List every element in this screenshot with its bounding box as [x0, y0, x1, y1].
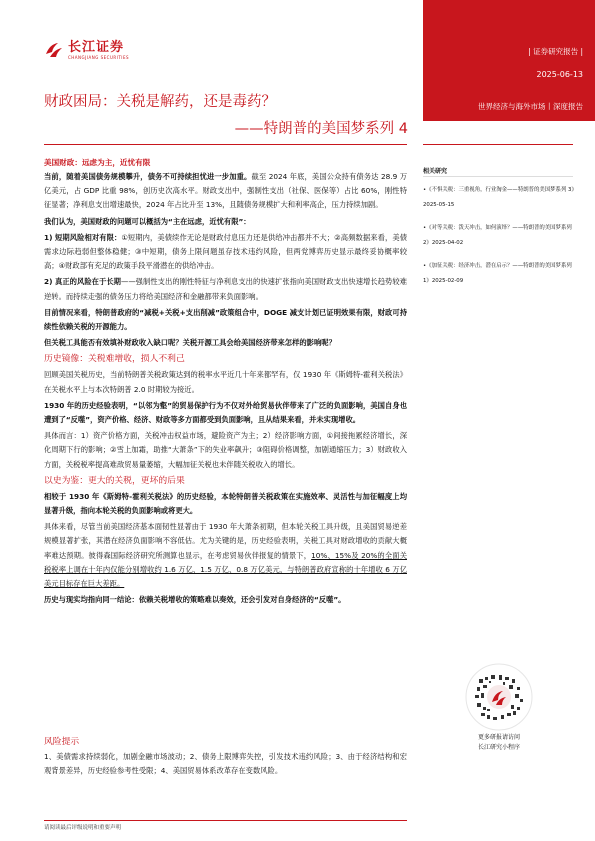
report-category: 世界经济与海外市场丨深度报告 [478, 102, 583, 111]
company-logo [44, 40, 129, 60]
paragraph-text: 截至 2024 年底，美国公众持有债务达 28.9 万亿美元，占 GDP 比重 98%，创历史次高水平。财政支出中，强制性支出（社保、医保等）占比 60%，刚性特征显著；净利息支出增速最快，2024 年占比升至 13%，且随债务规模扩大和利率高企，压力持续加剧。 [44, 172, 408, 210]
qr-caption-line: 更多研报请访问 [477, 734, 520, 741]
paragraph [44, 520, 407, 591]
logo-emblem-icon [44, 40, 64, 60]
paragraph: 相较于 1930 年《斯姆特-霍利关税法》的历史经验，本轮特朗普关税政策在实施效率、灵活性与加征幅度上均显著升级，指向本轮关税的负面影响或将更大。 [44, 491, 407, 516]
logo-name: 长江证券 [68, 39, 125, 55]
title-divider [44, 144, 407, 145]
page-subtitle: ——特朗普的美国梦系列 4 [234, 121, 408, 137]
paragraph: 但关税工具能否有效填补财政收入缺口呢？关税开源工具会给美国经济带来怎样的影响呢？ [44, 338, 336, 348]
qr-caption [423, 733, 575, 753]
footer-divider [44, 820, 407, 821]
related-research-item[interactable]: •《加征关税：经济冲击，潜在启示？——特朗普的美国梦系列 1》2025-02-09 [423, 263, 572, 284]
related-research-item[interactable]: •《不惧关税：三重视角，行业淘金——特朗普的美国梦系列 3》2025-05-15 [423, 187, 575, 208]
paragraph-lead: 当前，随着美国债务规模攀升，债务不可持续担忧进一步加重。 [44, 172, 252, 181]
footer-disclaimer[interactable]: 请阅读最后评级说明和重要声明 [44, 825, 122, 831]
paragraph-lead: 1) 短期风险相对有限： [44, 232, 122, 242]
paragraph [44, 170, 407, 213]
paragraph [44, 231, 407, 274]
header-panel [423, 0, 595, 121]
paragraph-text: ①短期内，美债续作无论是财政付息压力还是供给冲击都并不大；②高频数据来看，美债需求边际趋弱但整体稳健；③中短期，债务上限问题虽存技术违约风险，但两党博弈历史显示最终妥协概率较高；④财政部有充足的政策手段平滑潜在的供给冲击。 [44, 232, 407, 271]
logo-subtitle: CHANGJIANG SECURITIES [68, 54, 130, 60]
risk-text: 1、美债需求持续弱化，加剧金融市场波动；2、债务上限博弈失控，引发技术违约风险；3、由于经济结构和宏观背景差异，历史经验参考性受限；4、美国贸易体系改革存在变数风险。 [44, 752, 407, 776]
paragraph-lead: 2) 真正的风险在于长期 [44, 277, 122, 287]
report-type: | 证券研究报告 | [528, 47, 583, 56]
related-research-list [423, 183, 575, 297]
paragraph-text: ——强制性支出的刚性特征与净利息支出的快速扩张指向美国财政支出快速增长趋势较难逆转。而持续走强的债务压力将给美国经济和金融都带来负面影响。 [44, 277, 408, 301]
section-title-fiscal: 美国财政：远虑为主，近忧有限 [44, 158, 151, 167]
related-research-title: 相关研究 [423, 168, 448, 175]
paragraph: 回顾美国关税历史，当前特朗普关税政策达到的税率水平近几十年来都罕有，仅 1930 年《斯姆特-霍利关税法》在关税水平上与本次特朗普 2.0 时期较为接近。 [44, 370, 407, 394]
report-date: 2025-06-13 [536, 70, 583, 79]
paragraph: 具体而言：1）资产价格方面，关税冲击权益市场，避险资产为主；2）经济影响方面，①间接拖累经济增长，深化周期下行的影响；②雪上加霜，助推“大萧条”下的失业率飙升；③阻碍价格调整，加剧通缩压力；3）财政收入方面，关税税率提高难敌贸易量萎缩，大幅加征关税也未伴随关税收入的增长。 [44, 431, 407, 469]
related-research-item[interactable]: •《对等关税：泼天冲击，如何演绎？——特朗普的美国梦系列 2》2025-04-02 [423, 225, 572, 246]
related-research-divider [423, 176, 573, 177]
qr-code-icon[interactable] [465, 663, 533, 731]
paragraph: 目前情况来看，特朗普政府的“减税+关税+支出削减”政策组合中，DOGE 减支计划已证明效果有限，财政可持续性依赖关税的开源能力。 [44, 307, 407, 332]
main-content [44, 156, 407, 609]
paragraph: 1930 年的历史经验表明，“以邻为壑”的贸易保护行为不仅对外给贸易伙伴带来了广泛的负面影响，美国自身也遭到了“反噬”，资产价格、经济、财政等多方面都受到负面影响，且从结果来看，并未实现增收。 [44, 400, 407, 425]
section-title-history: 历史镜像：关税难增收，损人不利己 [44, 354, 185, 365]
page-title: 财政困局：关税是解药，还是毒药？ [44, 94, 276, 110]
qr-caption-line: 长江研究小程序 [477, 744, 520, 751]
section-title-lessons: 以史为鉴：更大的关税，更坏的后果 [44, 475, 185, 486]
paragraph-text: 具体来看，尽管当前美国经济基本面韧性显著由于 1930 年大萧条初期，但本轮关税工具升级，且美国贸易逆差规模显著扩张，其潜在经济负面影响不容低估。尤为关键的是，历史经验表明，关税工具对财政增收的贡献大概率难达预期。彼得森国际经济研究所测算也显示，在考虑贸易伙伴报复的情景下， [44, 522, 407, 560]
sidebar-divider [423, 144, 573, 145]
paragraph-underlined: 10%、15%及 20%的全面关税税率上调在十年内仅能分别增收约 1.6 万亿、1.5 万亿、0.8 万亿美元，与特朗普政府宣称的十年增收 6 万亿美元目标存在巨大差距。 [44, 550, 407, 589]
risk-title: 风险提示 [44, 737, 80, 747]
paragraph: 我们认为，美国财政的问题可以概括为“主在远虑，近忧有限”： [44, 216, 251, 226]
paragraph: 历史与现实均指向同一结论：依赖关税增收的策略难以奏效，还会引发对自身经济的“反噬”。 [44, 595, 346, 605]
paragraph [44, 275, 407, 303]
